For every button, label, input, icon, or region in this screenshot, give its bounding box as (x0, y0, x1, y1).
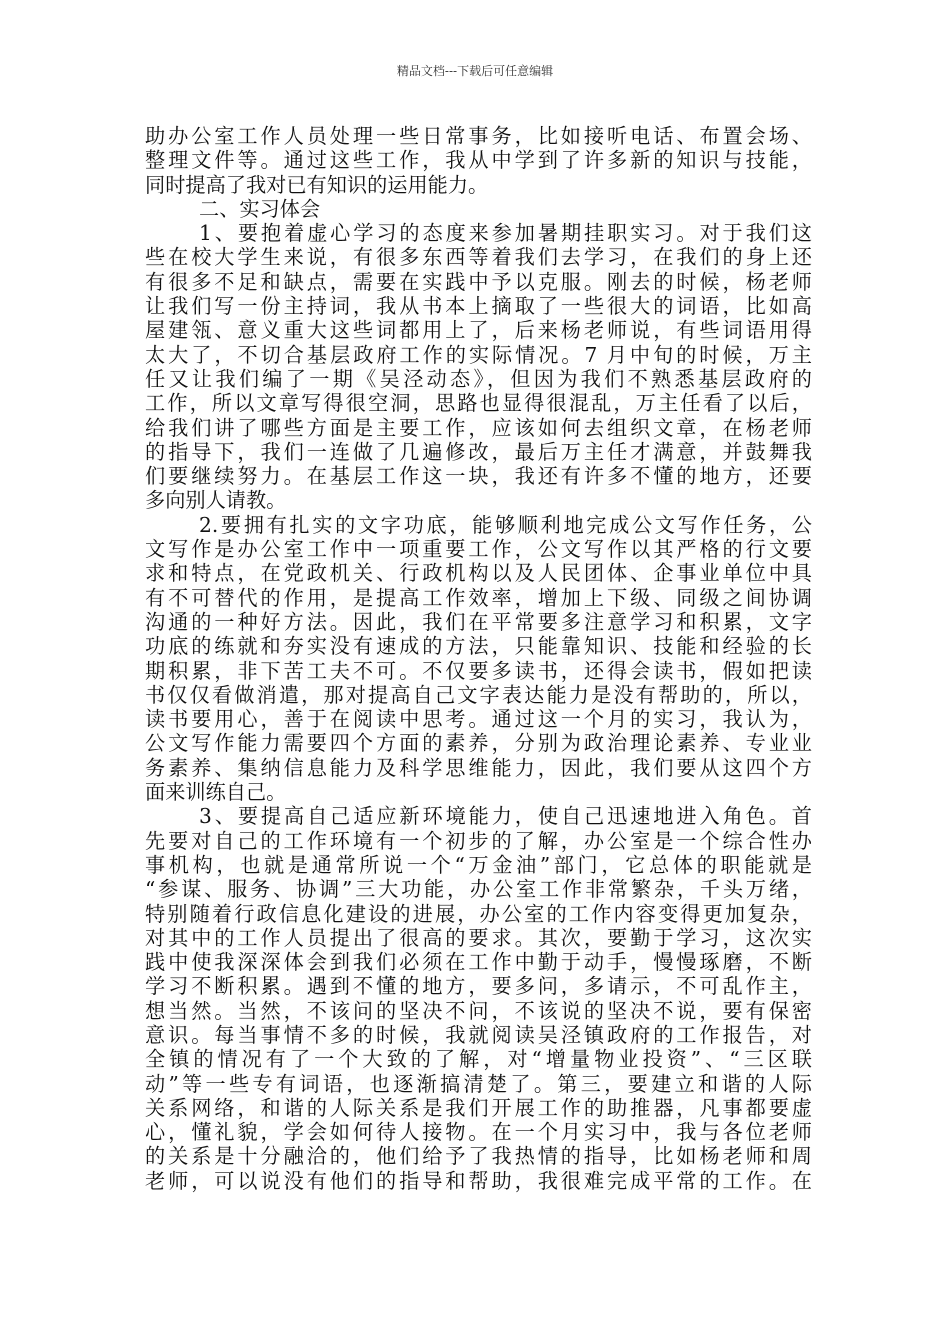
text-line: 文写作是办公室工作中一项重要工作，公文写作以其严格的行文要 (145, 537, 812, 562)
text-line: 给我们讲了哪些方面是主要工作，应该如何去组织文章，在杨老师 (145, 415, 812, 440)
text-line: 践中使我深深体会到我们必须在工作中勤于动手，慢慢琢磨，不断 (145, 950, 812, 975)
text-line: 的关系是十分融洽的，他们给予了我热情的指导，比如杨老师和周 (145, 1144, 812, 1169)
text-line: 事机构，也就是通常所说一个“万金油”部门，它总体的职能就是 (145, 852, 812, 877)
text-line: 求和特点，在党政机关、行政机构以及人民团体、企事业单位中具 (145, 561, 812, 586)
text-line: 意识。每当事情不多的时候，我就阅读吴泾镇政府的工作报告，对 (145, 1022, 812, 1047)
text-line: 特别随着行政信息化建设的进展，办公室的工作内容变得更加复杂， (145, 901, 812, 926)
text-line: 有不可替代的作用，是提高工作效率，增加上下级、同级之间协调 (145, 585, 812, 610)
text-line: 面来训练自己。 (145, 780, 287, 805)
text-line: 务素养、集纳信息能力及科学思维能力，因此，我们要从这四个方 (145, 755, 812, 780)
text-line: “参谋、服务、协调”三大功能，办公室工作非常繁杂，千头万绪， (145, 877, 812, 902)
text-line: 公文写作能力需要四个方面的素养，分别为政治理论素养、专业业 (145, 731, 812, 756)
text-line: 期积累，非下苦工夫不可。不仅要多读书，还得会读书，假如把读 (145, 658, 812, 683)
text-line: 老师，可以说没有他们的指导和帮助，我很难完成平常的工作。在 (145, 1168, 812, 1193)
text-line: 学习不断积累。遇到不懂的地方，要多问，多请示，不可乱作主， (145, 974, 812, 999)
text-line: 工作，所以文章写得很空洞，思路也显得很混乱，万主任看了以后， (145, 391, 812, 416)
text-line: 心，懂礼貌，学会如何待人接物。在一个月实习中，我与各位老师 (145, 1120, 812, 1145)
text-line: 多向别人请教。 (145, 488, 287, 513)
section-heading: 二、实习体会 (199, 196, 321, 221)
text-line: 任又让我们编了一期《吴泾动态》，但因为我们不熟悉基层政府的 (145, 366, 812, 391)
text-line: 让我们写一份主持词，我从书本上摘取了一些很大的词语，比如高 (145, 294, 812, 319)
text-line: 功底的练就和夯实没有速成的方法，只能靠知识、技能和经验的长 (145, 634, 812, 659)
text-line: 全镇的情况有了一个大致的了解，对“增量物业投资”、“三区联 (145, 1047, 812, 1072)
text-line: 有很多不足和缺点，需要在实践中予以克服。刚去的时候，杨老师 (145, 269, 812, 294)
text-line: 2.要拥有扎实的文字功底，能够顺利地完成公文写作任务，公 (199, 512, 812, 537)
text-line: 读书要用心，善于在阅读中思考。通过这一个月的实习，我认为， (145, 707, 812, 732)
text-line: 们要继续努力。在基层工作这一块，我还有许多不懂的地方，还要 (145, 464, 812, 489)
text-line: 太大了，不切合基层政府工作的实际情况。7 月中旬的时候，万主 (145, 342, 812, 367)
page-header: 精品文档---下载后可任意编辑 (396, 64, 554, 78)
text-line: 整理文件等。通过这些工作，我从中学到了许多新的知识与技能， (145, 148, 812, 173)
text-line: 的指导下，我们一连做了几遍修改，最后万主任才满意，并鼓舞我 (145, 439, 812, 464)
text-line: 些在校大学生来说，有很多东西等着我们去学习，在我们的身上还 (145, 245, 812, 270)
text-line: 同时提高了我对已有知识的运用能力。 (145, 172, 489, 197)
text-line: 书仅仅看做消遣，那对提高自己文字表达能力是没有帮助的，所以， (145, 682, 812, 707)
text-line: 3、要提高自己适应新环境能力，使自己迅速地进入角色。首 (199, 804, 812, 829)
text-line: 想当然。当然，不该问的坚决不问，不该说的坚决不说，要有保密 (145, 998, 812, 1023)
text-line: 屋建瓴、意义重大这些词都用上了，后来杨老师说，有些词语用得 (145, 318, 812, 343)
text-line: 关系网络，和谐的人际关系是我们开展工作的助推器，凡事都要虚 (145, 1095, 812, 1120)
text-line: 1、要抱着虚心学习的态度来参加暑期挂职实习。对于我们这 (199, 221, 812, 246)
document-body (145, 124, 812, 1193)
text-line: 对其中的工作人员提出了很高的要求。其次，要勤于学习，这次实 (145, 925, 812, 950)
text-line: 助办公室工作人员处理一些日常事务，比如接听电话、布置会场、 (145, 124, 812, 148)
text-line: 动”等一些专有词语，也逐渐搞清楚了。第三，要建立和谐的人际 (145, 1071, 812, 1096)
text-line: 沟通的一种好方法。因此，我们在平常要多注意学习和积累，文字 (145, 609, 812, 634)
text-line: 先要对自己的工作环境有一个初步的了解，办公室是一个综合性办 (145, 828, 812, 853)
